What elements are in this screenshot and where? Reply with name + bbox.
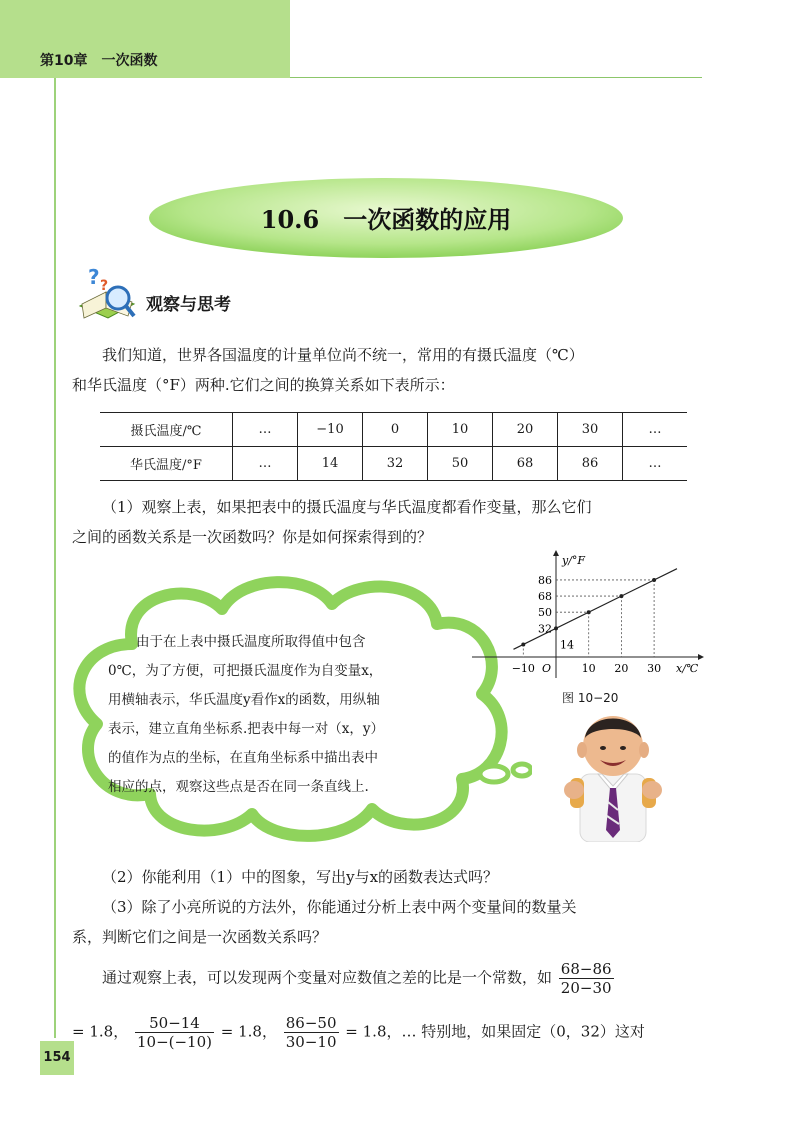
table-cell: …	[623, 447, 688, 481]
x-tick-label: 10	[581, 662, 596, 675]
figure-caption: 图 10−20	[562, 691, 619, 705]
question-line: 系，判断它们之间是一次函数关系吗？	[72, 928, 328, 946]
fraction-denominator: 10−(−10)	[136, 1033, 212, 1051]
data-point	[554, 626, 558, 630]
book-magnifier-icon	[74, 268, 140, 330]
table-cell: …	[233, 447, 298, 481]
equals-text: = 1.8，	[220, 1022, 277, 1041]
fraction	[135, 1014, 214, 1051]
question-3	[72, 892, 704, 952]
table-cell: 30	[558, 413, 623, 447]
fraction-denominator: 20−30	[560, 979, 612, 997]
question-1	[72, 492, 704, 552]
page-number: 154	[40, 1041, 74, 1075]
point-label: 14	[560, 638, 574, 652]
table-cell: −10	[298, 413, 363, 447]
question-line: （1）观察上表，如果把表中的摄氏温度与华氏温度都看作变量，那么它们	[102, 498, 592, 516]
section-title: 10.6 一次函数的应用	[260, 205, 512, 234]
table-cell: 32	[363, 447, 428, 481]
y-axis-arrow	[553, 550, 559, 556]
y-tick-label: 32	[538, 622, 552, 636]
table-cell: 50	[428, 447, 493, 481]
chapter-title: 第10章 一次函数	[40, 53, 158, 69]
observe-think-heading: 观察与思考	[146, 295, 231, 315]
table-cell: 0	[363, 413, 428, 447]
y-tick-label: 50	[538, 606, 552, 620]
cloud-line: 的值作为点的坐标，在直角坐标系中描出表中	[108, 750, 378, 766]
question-line: （2）你能利用（1）中的图象，写出y与x的函数表达式吗？	[102, 868, 499, 886]
x-axis-label: x/℃	[676, 662, 699, 675]
data-point	[619, 594, 623, 598]
table-cell: 20	[493, 413, 558, 447]
fraction	[559, 960, 614, 997]
equals-text: = 1.8，	[72, 1022, 129, 1041]
table-cell: 10	[428, 413, 493, 447]
boy-illustration	[558, 712, 668, 842]
fraction-numerator: 86−50	[285, 1014, 337, 1032]
data-point	[521, 642, 525, 646]
intro-line: 和华氏温度（°F）两种.它们之间的换算关系如下表所示：	[72, 376, 455, 394]
fraction-numerator: 50−14	[135, 1014, 214, 1033]
ratio-text: 通过观察上表，可以发现两个变量对应数值之差的比是一个常数，如	[102, 968, 553, 987]
temperature-table	[100, 412, 687, 481]
table-cell: …	[233, 413, 298, 447]
table-cell: 摄氏温度/℃	[100, 413, 233, 447]
fraction	[284, 1014, 339, 1051]
table-cell: 14	[298, 447, 363, 481]
table-row	[100, 413, 687, 447]
x-tick-label: 30	[647, 662, 662, 675]
margin-rule	[54, 78, 56, 1038]
cloud-explanation	[108, 628, 460, 802]
fraction-numerator: 68−86	[560, 960, 612, 978]
intro-paragraph	[72, 340, 704, 400]
x-tick-label: 20	[614, 662, 629, 675]
origin-label: O	[542, 662, 552, 675]
y-tick-label: 68	[538, 590, 552, 604]
question-2	[72, 862, 704, 892]
table-cell: 68	[493, 447, 558, 481]
table-row	[100, 447, 687, 481]
header-rule	[290, 77, 702, 78]
fraction-denominator: 30−10	[285, 1033, 337, 1051]
x-tick-label: −10	[511, 662, 535, 675]
question-line: （3）除了小亮所说的方法外，你能通过分析上表中两个变量间的数量关	[102, 898, 577, 916]
cloud-line: 0℃，为了方便，可把摄氏温度作为自变量x，	[108, 663, 383, 679]
continuation-text: = 1.8，… 特别地，如果固定（0，32）这对	[345, 1022, 645, 1041]
data-point	[587, 610, 591, 614]
table-cell: 86	[558, 447, 623, 481]
cloud-line: 由于在上表中摄氏温度所取得值中包含	[136, 634, 366, 650]
data-point	[652, 578, 656, 582]
temperature-graph	[470, 548, 705, 683]
ratio-line	[72, 1014, 645, 1051]
question-line: 之间的函数关系是一次函数吗？你是如何探索得到的？	[72, 528, 433, 546]
svg-text:?: ?	[88, 268, 100, 289]
intro-line: 我们知道，世界各国温度的计量单位尚不统一，常用的有摄氏温度（℃）	[102, 346, 584, 364]
cloud-line: 用横轴表示，华氏温度y看作x的函数，用纵轴	[108, 692, 380, 708]
table-cell: …	[623, 413, 688, 447]
table-cell: 华氏温度/°F	[100, 447, 233, 481]
y-tick-label: 86	[538, 573, 552, 587]
cloud-line: 相应的点，观察这些点是否在同一条直线上.	[108, 779, 369, 795]
svg-text:?: ?	[100, 278, 109, 294]
ratio-paragraph	[102, 960, 616, 997]
x-axis-arrow	[698, 654, 704, 660]
cloud-line: 表示，建立直角坐标系.把表中每一对（x，y）	[108, 721, 385, 737]
y-axis-label: y/°F	[562, 554, 586, 567]
